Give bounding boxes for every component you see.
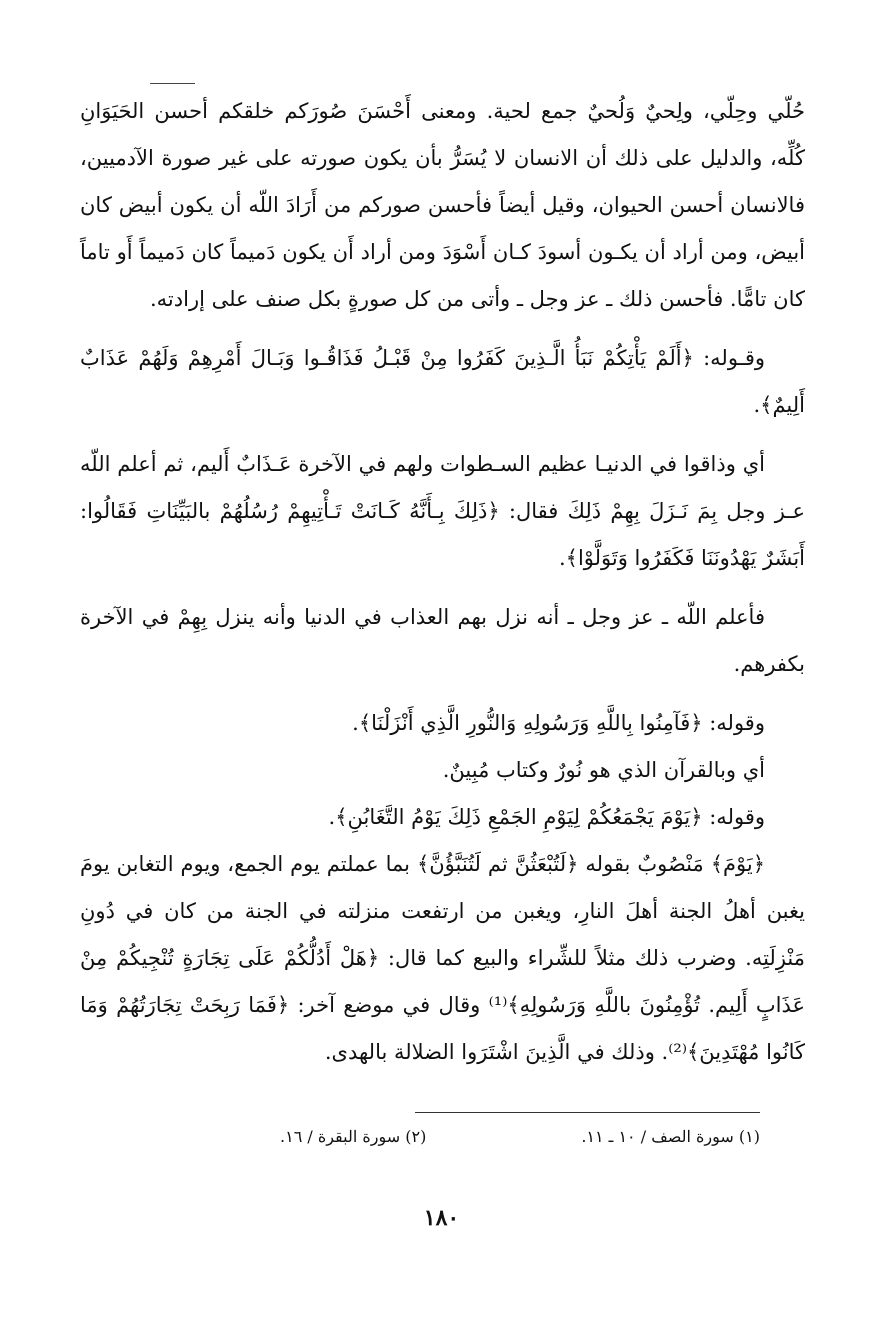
paragraph-1: حُلّي وحِلّي، ولِحيٌ وَلُحيٌ جمع لحية. ومعنى أَحْسَنَ صُورَكم خلقكم أحسن الحَيَوَانِ كُلِّه، والدليل على ذلك أن الانسان لا يُسَرُّ بأن يكون صورته على غير صورة الآدميين، فالانسان أحسن الحيوان، وقيل أيضاً فأحسن صوركم من أَرَادَ اللّه أن يكون أبيض كان أبيض، ومن أراد أن يكـون أسودَ كـان أَسْوَدَ ومن أراد أَن يكون دَميماً كان دَميماً أَو تاماً كان تامًّا. فأحسن ذلك ـ عز وجل ـ وأتى من كل صورةٍ بكل صنف على إرادته. [80,99,805,311]
paragraph-5: وقوله: ﴿فَآمِنُوا بِاللَّهِ وَرَسُولِهِ وَالنُّورِ الَّذِي أَنْزَلْنَا﴾. [352,711,765,735]
paragraph-7: وقوله: ﴿يَوْمَ يَجْمَعُكُمْ لِيَوْمِ الجَمْعِ ذَلِكَ يَوْمُ التَّغَابُنِ﴾. [328,805,765,829]
page-number: ١٨٠ [423,1205,460,1231]
paragraph-8: ﴿يَوْمَ﴾ مَنْصُوبٌ بقوله ﴿لَتُبْعَثُنَّ ثم لَتُنَبَّؤُنَّ﴾ بما عملتم يوم الجمع، ويوم التغابن يومَ يغبن أهلُ الجنة أهلَ النارِ، ويغبن من ارتفعت منزلته في الجنة من كان في دُونِ مَنْزِلَتِه. وضرب ذلك مثلاً للشِّراء والبيع كما قال: ﴿هَلْ أَدُلُّكُمْ عَلَى تِجَارَةٍ تُنْجِيكُمْ مِنْ عَذَابٍ أَلِيم. تُؤْمِنُونَ باللَّهِ وَرَسُولِهِ﴾⁽¹⁾ وقال في موضع آخر: ﴿فَمَا رَبِحَتْ تِجَارَتُهُمْ وَمَا كَانُوا مُهْتَدِينَ﴾⁽²⁾. وذلك في الَّذِينَ اشْتَرَوا الضلالة بالهدى. [80,852,805,1064]
paragraph-2: وقـوله: ﴿أَلَمْ يَأْتِكُمْ نَبَأُ الَّـذِينَ كَفَرُوا مِنْ قَبْـلُ فَذَاقُـوا وَبَـالَ أَمْرِهِمْ وَلَهُمْ عَذَابٌ أَلِيمٌ﴾. [80,346,805,417]
footnote-1: (١) سورة الصف / ١٠ ـ ١١. [581,1127,760,1146]
body-text [80,88,805,1076]
paragraph-6: أي وبالقرآن الذي هو نُورٌ وكتاب مُبِينٌ. [442,758,765,782]
footnote-2: (٢) سورة البقرة / ١٦. [280,1127,427,1146]
paragraph-4: فأعلم اللّه ـ عز وجل ـ أنه نزل بهم العذاب في الدنيا وأنه ينزل بِهِمْ في الآخرة بكفرهم. [80,605,805,676]
footnote-separator [415,1112,760,1113]
paragraph-3: أي وذاقوا في الدنيـا عظيم السـطوات ولهم في الآخرة عَـذَابٌ أَليم، ثم أعلم اللّه عـز وجل بِمَ نَـزَلَ بِهِمْ ذَلِكَ فقال: ﴿ذَلِكَ بِـأَنَّهُ كَـانَتْ تَـأْتِيهِمْ رُسُلُهُمْ بالبَيِّنَاتِ فَقَالُوا: أَبَشَرٌ يَهْدُونَنَا فَكَفَرُوا وَتَوَلَّوْا﴾. [80,452,805,570]
top-rule [150,83,195,84]
footnotes [280,1122,760,1152]
